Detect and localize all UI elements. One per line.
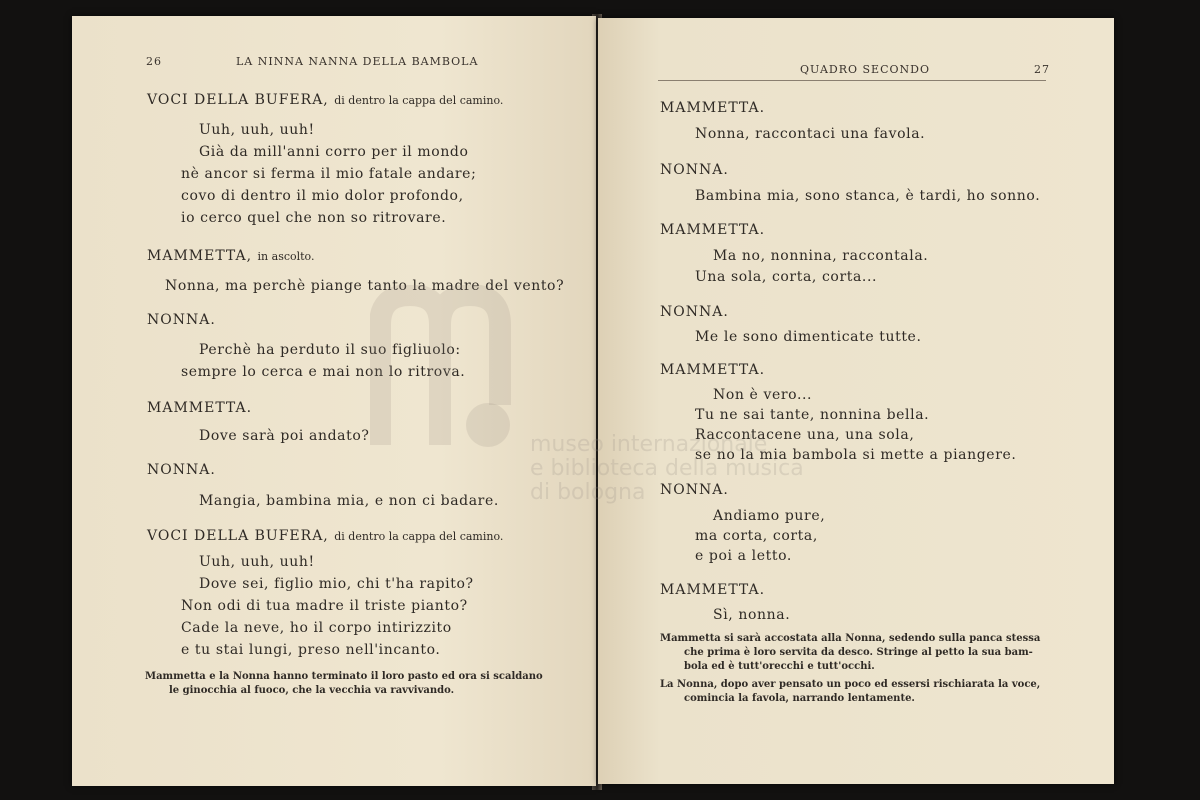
speaker-voci-1: VOCI DELLA BUFERA, di dentro la cappa del camino. bbox=[147, 92, 504, 108]
verse-line: Tu ne sai tante, nonnina bella. bbox=[695, 407, 930, 423]
stage-direction: le ginocchia al fuoco, che la vecchia va ravvivando. bbox=[169, 685, 455, 696]
stage-direction: Mammetta e la Nonna hanno terminato il loro pasto ed ora si scaldano bbox=[145, 671, 543, 682]
speaker-nonna-r1: NONNA. bbox=[660, 162, 729, 178]
stage-direction: comincia la favola, narrando lentamente. bbox=[684, 693, 915, 704]
speaker-mammetta-2: MAMMETTA. bbox=[147, 400, 253, 416]
verse-line: io cerco quel che non so ritrovare. bbox=[181, 210, 447, 226]
speaker-mammetta-1: MAMMETTA, in ascolto. bbox=[147, 248, 315, 264]
stage-direction: La Nonna, dopo aver pensato un poco ed essersi rischiarata la voce, bbox=[660, 679, 1041, 690]
stage-direction: che prima è loro servita da desco. Stringe al petto la sua bam- bbox=[684, 647, 1033, 658]
running-title-left: LA NINNA NANNA DELLA BAMBOLA bbox=[236, 55, 479, 68]
right-page bbox=[598, 18, 1114, 784]
speaker-nonna-1: NONNA. bbox=[147, 312, 216, 328]
speaker-mammetta-r4: MAMMETTA. bbox=[660, 582, 766, 598]
speaker-mammetta-r2: MAMMETTA. bbox=[660, 222, 766, 238]
verse-line: Dove sei, figlio mio, chi t'ha rapito? bbox=[199, 576, 474, 592]
verse-line: sempre lo cerca e mai non lo ritrova. bbox=[181, 364, 466, 380]
museum-logo-icon bbox=[370, 285, 530, 455]
page-number-right: 27 bbox=[1034, 63, 1050, 76]
verse-line: Cade la neve, ho il corpo intirizzito bbox=[181, 620, 452, 636]
watermark-line: museo internazionale bbox=[530, 432, 768, 457]
verse-line: Nonna, raccontaci una favola. bbox=[695, 126, 926, 142]
speaker-mammetta-r1: MAMMETTA. bbox=[660, 100, 766, 116]
verse-line: Mangia, bambina mia, e non ci badare. bbox=[199, 493, 499, 509]
verse-line: Uuh, uuh, uuh! bbox=[199, 122, 315, 138]
verse-line: Nonna, ma perchè piange tanto la madre del vento? bbox=[165, 278, 565, 294]
speaker-nonna-r3: NONNA. bbox=[660, 482, 729, 498]
speaker-mammetta-r3: MAMMETTA. bbox=[660, 362, 766, 378]
page-number-left: 26 bbox=[146, 55, 162, 68]
stage-direction: bola ed è tutt'orecchi e tutt'occhi. bbox=[684, 661, 875, 672]
verse-line: Non è vero... bbox=[713, 387, 813, 403]
verse-line: Sì, nonna. bbox=[713, 607, 791, 623]
verse-line: covo di dentro il mio dolor profondo, bbox=[181, 188, 464, 204]
speaker-voci-2: VOCI DELLA BUFERA, di dentro la cappa del camino. bbox=[147, 528, 504, 544]
verse-line: Dove sarà poi andato? bbox=[199, 428, 370, 444]
verse-line: se no la mia bambola si mette a piangere. bbox=[695, 447, 1017, 463]
speaker-nonna-r2: NONNA. bbox=[660, 304, 729, 320]
verse-line: Non odi di tua madre il triste pianto? bbox=[181, 598, 468, 614]
header-rule bbox=[658, 80, 1046, 81]
verse-line: Bambina mia, sono stanca, è tardi, ho sonno. bbox=[695, 188, 1041, 204]
running-title-right: QUADRO SECONDO bbox=[800, 63, 930, 76]
stage-direction: Mammetta si sarà accostata alla Nonna, sedendo sulla panca stessa bbox=[660, 633, 1041, 644]
verse-line: e tu stai lungi, preso nell'incanto. bbox=[181, 642, 441, 658]
verse-line: e poi a letto. bbox=[695, 548, 792, 564]
verse-line: Ma no, nonnina, raccontala. bbox=[713, 248, 929, 264]
speaker-nonna-2: NONNA. bbox=[147, 462, 216, 478]
verse-line: ma corta, corta, bbox=[695, 528, 818, 544]
verse-line: nè ancor si ferma il mio fatale andare; bbox=[181, 166, 477, 182]
verse-line: Andiamo pure, bbox=[713, 508, 826, 524]
verse-line: Uuh, uuh, uuh! bbox=[199, 554, 315, 570]
verse-line: Già da mill'anni corro per il mondo bbox=[199, 144, 469, 160]
verse-line: Me le sono dimenticate tutte. bbox=[695, 329, 922, 345]
watermark-line: e biblioteca della musica bbox=[530, 456, 804, 481]
watermark-line: di bologna bbox=[530, 480, 646, 505]
verse-line: Perchè ha perduto il suo figliuolo: bbox=[199, 342, 461, 358]
verse-line: Una sola, corta, corta... bbox=[695, 269, 878, 285]
verse-line: Raccontacene una, una sola, bbox=[695, 427, 915, 443]
